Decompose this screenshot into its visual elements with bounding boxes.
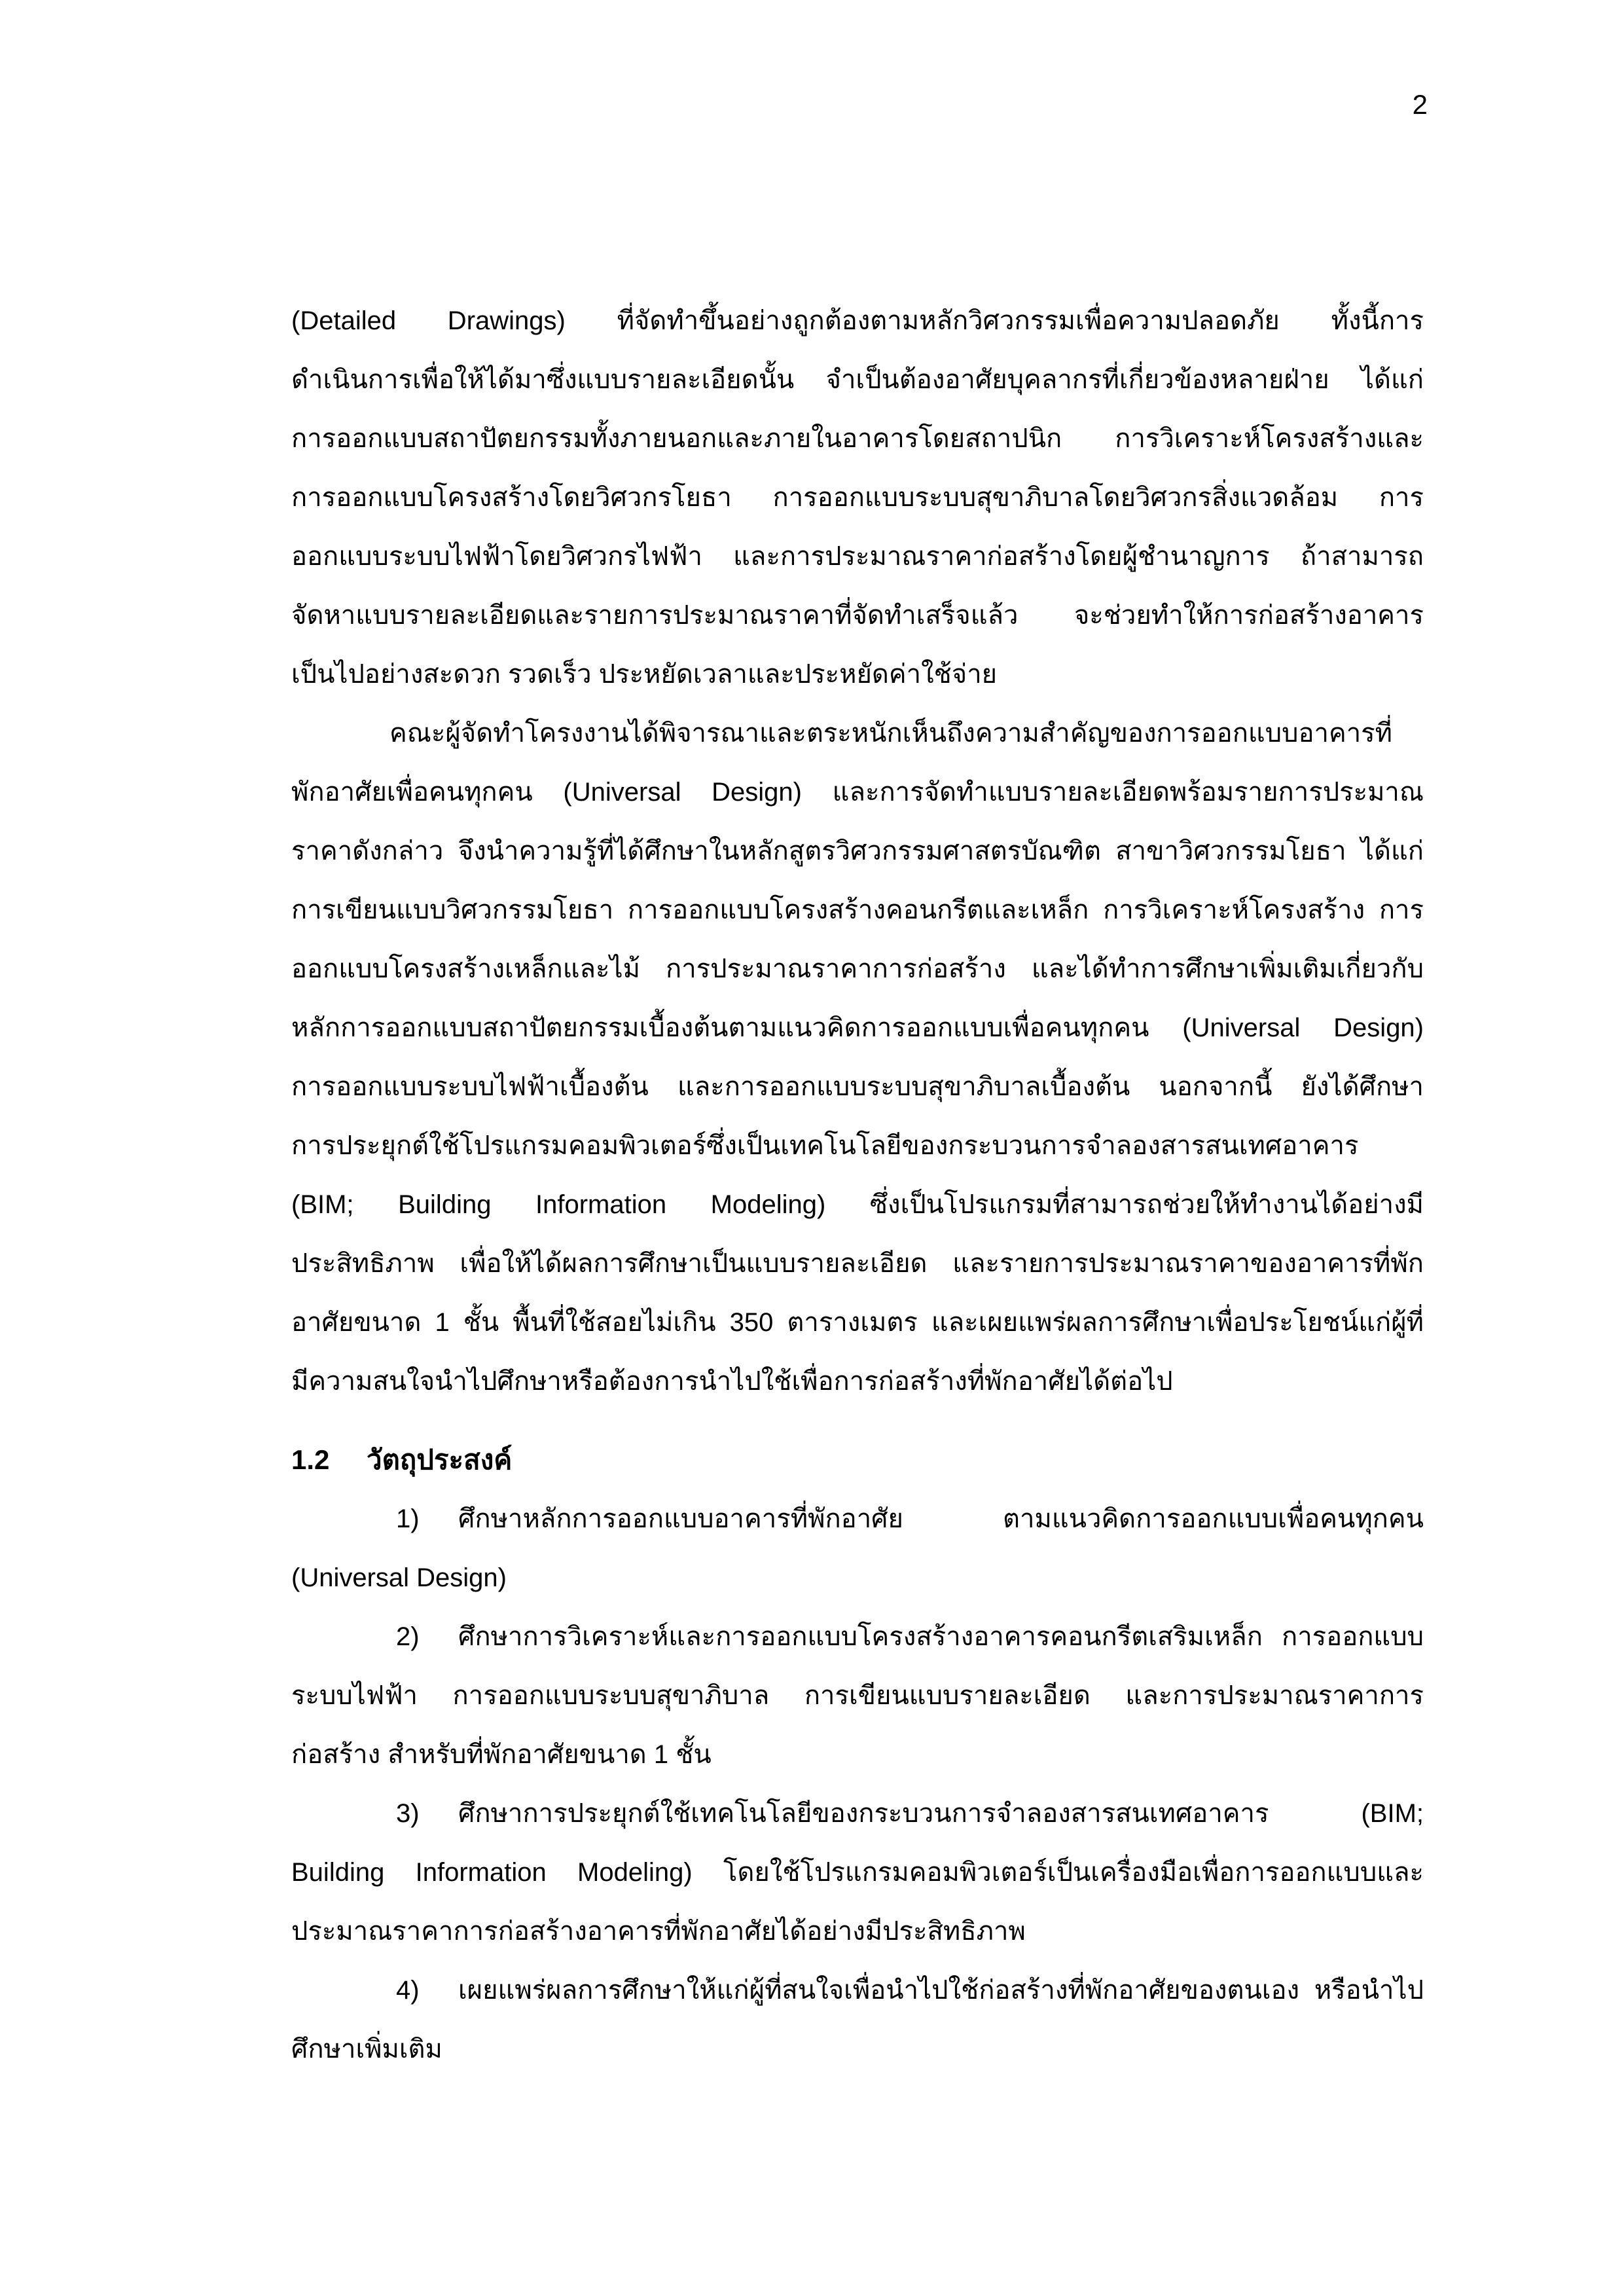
objective-number: 3): [396, 1799, 420, 1828]
body-line: คณะผู้จัดทำโครงงานได้พิจารณาและตระหนักเห็นถึงความสำคัญของการออกแบบอาคารที่: [389, 719, 1393, 748]
body-line: ออกแบบโครงสร้างเหล็กและไม้ การประมาณราคาการก่อสร้าง และได้ทำการศึกษาเพิ่มเติมเกี่ยวกับ: [291, 955, 1424, 983]
section-heading: [291, 1430, 1424, 1489]
body-line: พักอาศัยเพื่อคนทุกคน (Universal Design) และการจัดทำแบบรายละเอียดพร้อมรายการประมาณ: [291, 778, 1424, 807]
objective-item-1: [291, 1489, 1424, 1607]
page-number: 2: [1412, 89, 1428, 120]
body-line: (Detailed Drawings) ที่จัดทำขึ้นอย่างถูกต้องตามหลักวิศวกรรมเพื่อความปลอดภัย ทั้งนี้การ: [291, 306, 1424, 335]
objective-text: ศึกษาหลักการออกแบบอาคารที่พักอาศัย ตามแนวคิดการออกแบบเพื่อคนทุกคน: [458, 1504, 1424, 1533]
body-line: ดำเนินการเพื่อให้ได้มาซึ่งแบบรายละเอียดนั้น จำเป็นต้องอาศัยบุคลากรที่เกี่ยวข้องหลายฝ่าย ได้แก่: [291, 365, 1424, 394]
objective-item-4: [291, 1961, 1424, 2079]
body-line: ก่อสร้าง สำหรับที่พักอาศัยขนาด 1 ชั้น: [291, 1740, 712, 1769]
paragraph-1: [291, 291, 1424, 704]
body-line: (Universal Design): [291, 1563, 507, 1592]
section-number: 1.2: [291, 1444, 330, 1475]
objective-number: 4): [396, 1976, 420, 2005]
section-title: วัตถุประสงค์: [367, 1444, 513, 1475]
body-line: Building Information Modeling) โดยใช้โปรแกรมคอมพิวเตอร์เป็นเครื่องมือเพื่อการออกแบบและ: [291, 1858, 1424, 1887]
body-line: การออกแบบสถาปัตยกรรมทั้งภายนอกและภายในอาคารโดยสถาปนิก การวิเคราะห์โครงสร้างและ: [291, 424, 1424, 453]
objective-text: ศึกษาการประยุกต์ใช้เทคโนโลยีของกระบวนการจำลองสารสนเทศอาคาร (BIM;: [458, 1799, 1424, 1828]
objective-first-line: [291, 1961, 1424, 2020]
body-line: การเขียนแบบวิศวกรรมโยธา การออกแบบโครงสร้างคอนกรีตและเหล็ก การวิเคราะห์โครงสร้าง การ: [291, 896, 1424, 924]
objective-first-line: [291, 1607, 1424, 1666]
body-line: มีความสนใจนำไปศึกษาหรือต้องการนำไปใช้เพื่อการก่อสร้างที่พักอาศัยได้ต่อไป: [291, 1367, 1173, 1396]
body-line: ราคาดังกล่าว จึงนำความรู้ที่ได้ศึกษาในหลักสูตรวิศวกรรมศาสตรบัณฑิต สาขาวิศวกรรมโยธา ได้แก่: [291, 837, 1424, 866]
body-line: การประยุกต์ใช้โปรแกรมคอมพิวเตอร์ซึ่งเป็นเทคโนโลยีของกระบวนการจำลองสารสนเทศอาคาร: [291, 1131, 1359, 1160]
body-line: การออกแบบระบบไฟฟ้าเบื้องต้น และการออกแบบระบบสุขาภิบาลเบื้องต้น นอกจากนี้ ยังได้ศึกษา: [291, 1072, 1424, 1101]
objective-text: เผยแพร่ผลการศึกษาให้แก่ผู้ที่สนใจเพื่อนำไปใช้ก่อสร้างที่พักอาศัยของตนเอง หรือนำไป: [458, 1976, 1424, 2005]
body-line: หลักการออกแบบสถาปัตยกรรมเบื้องต้นตามแนวคิดการออกแบบเพื่อคนทุกคน (Universal Design): [291, 1013, 1424, 1042]
objective-number: 2): [396, 1622, 420, 1651]
body-line: (BIM; Building Information Modeling) ซึ่งเป็นโปรแกรมที่สามารถช่วยให้ทำงานได้อย่างมี: [291, 1190, 1424, 1219]
page-content: [291, 291, 1424, 2079]
body-line: ประสิทธิภาพ เพื่อให้ได้ผลการศึกษาเป็นแบบรายละเอียด และรายการประมาณราคาของอาคารที่พัก: [291, 1249, 1424, 1278]
body-line: เป็นไปอย่างสะดวก รวดเร็ว ประหยัดเวลาและประหยัดค่าใช้จ่าย: [291, 660, 998, 689]
objective-item-2: [291, 1607, 1424, 1784]
objective-item-3: [291, 1784, 1424, 1961]
objective-text: ศึกษาการวิเคราะห์และการออกแบบโครงสร้างอาคารคอนกรีตเสริมเหล็ก การออกแบบ: [458, 1622, 1424, 1651]
body-line: ระบบไฟฟ้า การออกแบบระบบสุขาภิบาล การเขียนแบบรายละเอียด และการประมาณราคาการ: [291, 1681, 1424, 1710]
body-line: ออกแบบระบบไฟฟ้าโดยวิศวกรไฟฟ้า และการประมาณราคาก่อสร้างโดยผู้ชำนาญการ ถ้าสามารถ: [291, 542, 1424, 571]
body-line: ประมาณราคาการก่อสร้างอาคารที่พักอาศัยได้อย่างมีประสิทธิภาพ: [291, 1917, 1026, 1946]
body-line: จัดหาแบบรายละเอียดและรายการประมาณราคาที่จัดทำเสร็จแล้ว จะช่วยทำให้การก่อสร้างอาคาร: [291, 601, 1424, 630]
body-line: ศึกษาเพิ่มเติม: [291, 2035, 442, 2064]
body-line: การออกแบบโครงสร้างโดยวิศวกรโยธา การออกแบบระบบสุขาภิบาลโดยวิศวกรสิ่งแวดล้อม การ: [291, 483, 1424, 512]
objective-first-line: [291, 1784, 1424, 1843]
body-line: อาศัยขนาด 1 ชั้น พื้นที่ใช้สอยไม่เกิน 350 ตารางเมตร และเผยแพร่ผลการศึกษาเพื่อประโยชน์แก่ผู้ที่: [291, 1308, 1424, 1337]
objective-first-line: [291, 1489, 1424, 1548]
paragraph-2: [291, 704, 1424, 1411]
objective-number: 1): [396, 1504, 420, 1533]
